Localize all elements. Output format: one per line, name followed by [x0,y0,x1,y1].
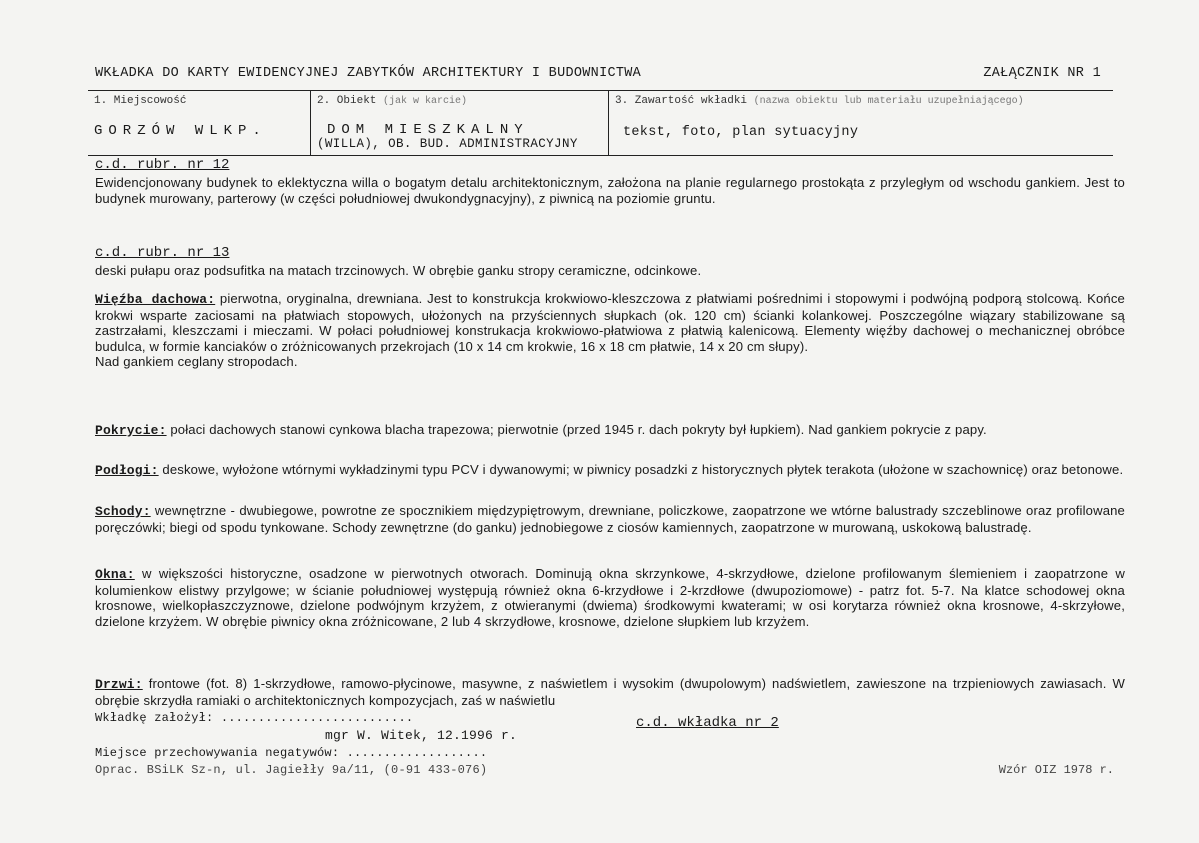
wiezba-text: pierwotna, oryginalna, drewniana. Jest to konstrukcja krokwiowo-kleszczowa z płatwiami pośrednimi i stopowymi i podwójną podporą stolcową. Końce krokwi wsparte zaciosami na płatwiach stopowych, ułożonych na przyściennych słupkach (ok. 120 cm) ścianki kolankowej. Poszczególne wiązary stabilizowane są zastrzałami, kleszczami i mieczami. W połaci południowej konstrukacja krokwiowo-płatwiowa z płatwią kalenicową. Elementy więźby dachowej o mechanicznej obróbce budulca, w formie kanciaków o zróżnicowanych przekrojach (10 x 14 cm krokwie, 16 x 18 cm płatwie, 14 x 20 cm słupy). [95,291,1125,354]
author-value: mgr W. Witek, 12.1996 r. [325,728,518,743]
content-cell [608,91,1114,155]
rubr13-heading: c.d. rubr. nr 13 [95,245,230,261]
podlogi-paragraph [95,462,1125,479]
object-value-line2: (WILLA), OB. BUD. ADMINISTRACYJNY [317,137,578,151]
drzwi-lead: Drzwi: [95,677,143,692]
pokrycie-paragraph [95,422,1125,439]
form-pattern: Wzór OIZ 1978 r. [998,763,1114,777]
content-label-text: 3. Zawartość wkładki [615,95,748,107]
content-label [615,95,1024,107]
object-label-text: 2. Obiekt [317,95,377,107]
section-wiezba [95,291,1125,370]
podlogi-text: deskowe, wyłożone wtórnymi wykładzinymi typu PCV i dywanowymi; w piwnicy posadzki z historycznych płytek terakota (ułożone w szachownicę) oraz betonowe. [158,462,1124,477]
printer-info: Oprac. BSiLK Sz-n, ul. Jagiełły 9a/11, (0-91 433-076) [95,763,488,777]
schody-lead: Schody: [95,504,151,519]
pokrycie-lead: Pokrycie: [95,423,167,438]
section-schody [95,503,1125,535]
rubr12-text: Ewidencjonowany budynek to eklektyczna willa o bogatym detalu architektonicznym, założona na planie regularnego prostokąta z przyległym od wschodu gankiem. Jest to budynek murowany, parterowy (w części południowej dwukondygnacyjny), z piwnicą na poziomie gruntu. [95,175,1125,206]
podlogi-lead: Podłogi: [95,463,159,478]
object-label-note: (jak w karcie) [383,96,468,107]
drzwi-paragraph [95,676,1125,708]
content-value: tekst, foto, plan sytuacyjny [623,125,859,140]
form-title: WKŁADKA DO KARTY EWIDENCYJNEJ ZABYTKÓW ARCHITEKTURY I BUDOWNICTWA [95,66,642,81]
section-drzwi [95,676,1125,708]
section-rubr12 [95,157,1125,206]
wiezba-lead: Więźba dachowa: [95,292,216,307]
continuation-note: c.d. wkładka nr 2 [636,715,779,731]
section-pokrycie [95,422,1125,439]
annex-number: ZAŁĄCZNIK NR 1 [983,66,1101,81]
section-okna [95,566,1125,629]
drzwi-text: frontowe (fot. 8) 1-skrzydłowe, ramowo-płycinowe, masywne, z naświetlem i wysokim (dwupolowym) nadświetlem, zawieszone na trzpieniowych zawiasach. W obrębie skrzydła ramiaki o architektonicznych kompozycjach, zaś w naświetlu [95,676,1125,708]
rubr12-heading: c.d. rubr. nr 12 [95,157,230,173]
wiezba-text2: Nad gankiem ceglany stropodach. [95,354,298,369]
object-cell [310,91,609,155]
section-rubr13 [95,245,1125,279]
pokrycie-text: połaci dachowych stanowi cynkowa blacha trapezowa; pierwotnie (przed 1945 r. dach pokryty był łupkiem). Nad gankiem pokrycie z papy. [166,422,987,437]
rubr13-text: deski pułapu oraz podsufitka na matach trzcinowych. W obrębie ganku stropy ceramiczne, odcinkowe. [95,263,702,278]
schody-paragraph [95,503,1125,535]
object-label [317,95,467,107]
author-label: Wkładkę założył: .......................... [95,711,414,725]
locality-cell [88,91,310,155]
okna-lead: Okna: [95,567,135,582]
wiezba-paragraph [95,291,1125,354]
okna-paragraph [95,566,1125,629]
okna-text: w większości historyczne, osadzone w pierwotnych otworach. Dominują okna skrzynkowe, 4-skrzydłowe, dzielone profilowanym ślemieniem i zaopatrzone w kolumienkow elistwy przylgowe; w ścianie południowej występują również okna 6-krzydłowe i 2-krzdłowe (dwupoziomowe) - patrz fot. 5-7. Na klatce schodowej okna krosnowe, wielkopłaszczyznowe, dzielone podwójnym krzyżem, z otwieranymi (dwiema) środkowymi kwaterami; w osi korytarza również okna krosnowe, 4-skrzyłowe, dzielone krzyżem. W obrębie piwnicy okna zróżnicowane, 2 lub 4 skrzydłowe, krosnowe, dzielone słupkiem lub krzyżem. [95,566,1125,629]
section-podlogi [95,462,1125,479]
locality-value: GORZÓW WLKP. [94,123,267,139]
object-value-line1: DOM MIESZKALNY [327,122,529,138]
locality-label: 1. Miejscowość [94,95,187,107]
schody-text: wewnętrzne - dwubiegowe, powrotne ze spocznikiem międzypiętrowym, drewniane, policzkowe, zaopatrzone we wtórne balustrady szczeblinowe oraz profilowane poręczówki; biegi od spodu tynkowane. Schody zewnętrzne (do ganku) jednobiegowe z ciosów kamiennych, zaopatrzone w murowaną, uskokową balustradę. [95,503,1125,535]
negatives-label: Miejsce przechowywania negatywów: ................... [95,746,488,760]
content-label-note: (nazwa obiektu lub materiału uzupełniającego) [753,96,1024,107]
header-box-grid [88,90,1113,156]
